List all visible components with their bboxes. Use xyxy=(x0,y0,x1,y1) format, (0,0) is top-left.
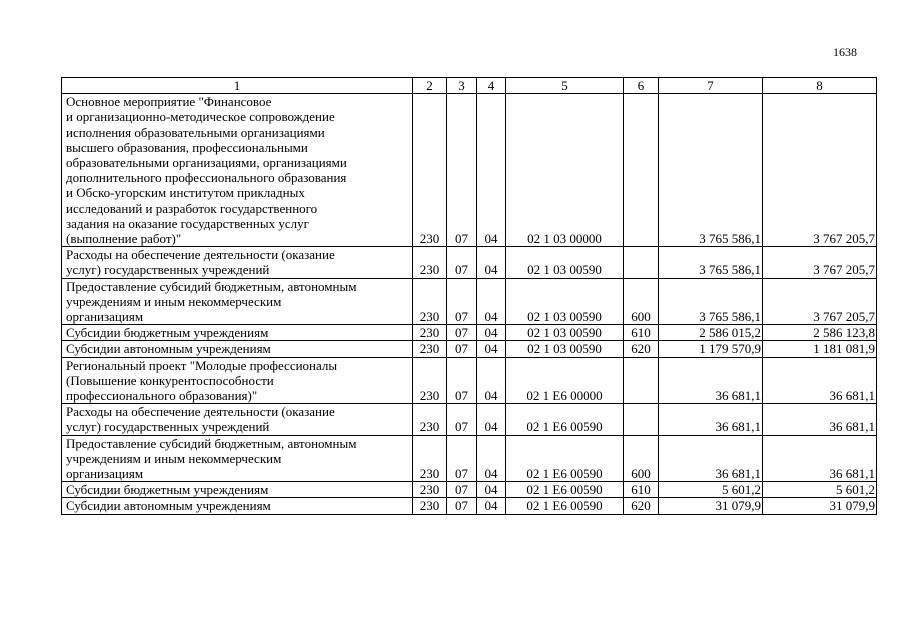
expense-type-cell: 600 xyxy=(624,435,659,482)
subsection-code-cell: 04 xyxy=(477,278,506,325)
item-name-cell: Основное мероприятие "Финансовое и организационно-методическое сопровождение исполнения образовательными организациями высшего образования, профессиональными образовательными организациями, организациями дополнительного профессионального образования и Обско-угорским институтом прикладных исследований и разработок государственного задания на оказание государственных услуг (выполнение работ)" xyxy=(62,94,413,247)
amount-year2-cell: 36 681,1 xyxy=(763,435,877,482)
expense-type-cell: 600 xyxy=(624,278,659,325)
amount-year2-cell: 3 767 205,7 xyxy=(763,278,877,325)
item-name-cell: Расходы на обеспечение деятельности (оказание услуг) государственных учреждений xyxy=(62,247,413,278)
section-code-cell: 07 xyxy=(447,404,477,435)
amount-year2-cell: 3 767 205,7 xyxy=(763,247,877,278)
subsection-code-cell: 04 xyxy=(477,247,506,278)
admin-code-cell: 230 xyxy=(413,325,447,341)
table-row xyxy=(62,341,877,357)
admin-code-cell: 230 xyxy=(413,341,447,357)
admin-code-cell: 230 xyxy=(413,94,447,247)
amount-year1-cell: 3 765 586,1 xyxy=(659,278,763,325)
amount-year2-cell: 36 681,1 xyxy=(763,357,877,404)
admin-code-cell: 230 xyxy=(413,435,447,482)
amount-year1-cell: 1 179 570,9 xyxy=(659,341,763,357)
item-name-cell: Предоставление субсидий бюджетным, автономным учреждениям и иным некоммерческим организациям xyxy=(62,435,413,482)
header-cell: 8 xyxy=(763,78,877,94)
amount-year1-cell: 36 681,1 xyxy=(659,357,763,404)
header-cell: 4 xyxy=(477,78,506,94)
table-row xyxy=(62,94,877,247)
target-article-cell: 02 1 03 00000 xyxy=(506,94,624,247)
amount-year2-cell: 3 767 205,7 xyxy=(763,94,877,247)
subsection-code-cell: 04 xyxy=(477,325,506,341)
amount-year1-cell: 36 681,1 xyxy=(659,404,763,435)
amount-year2-cell: 5 601,2 xyxy=(763,482,877,498)
header-cell: 2 xyxy=(413,78,447,94)
header-row xyxy=(62,78,877,94)
expense-type-cell: 610 xyxy=(624,482,659,498)
amount-year1-cell: 31 079,9 xyxy=(659,498,763,514)
subsection-code-cell: 04 xyxy=(477,341,506,357)
header-cell: 6 xyxy=(624,78,659,94)
header-cell: 7 xyxy=(659,78,763,94)
header-cell: 3 xyxy=(447,78,477,94)
amount-year1-cell: 3 765 586,1 xyxy=(659,94,763,247)
header-cell: 5 xyxy=(506,78,624,94)
amount-year1-cell: 5 601,2 xyxy=(659,482,763,498)
header-cell: 1 xyxy=(62,78,413,94)
expense-type-cell: 620 xyxy=(624,498,659,514)
target-article-cell: 02 1 E6 00590 xyxy=(506,482,624,498)
target-article-cell: 02 1 E6 00590 xyxy=(506,435,624,482)
admin-code-cell: 230 xyxy=(413,357,447,404)
item-name-cell: Предоставление субсидий бюджетным, автономным учреждениям и иным некоммерческим организациям xyxy=(62,278,413,325)
amount-year1-cell: 2 586 015,2 xyxy=(659,325,763,341)
amount-year2-cell: 1 181 081,9 xyxy=(763,341,877,357)
budget-table xyxy=(61,77,877,515)
table-row xyxy=(62,278,877,325)
subsection-code-cell: 04 xyxy=(477,357,506,404)
expense-type-cell: 610 xyxy=(624,325,659,341)
amount-year1-cell: 3 765 586,1 xyxy=(659,247,763,278)
admin-code-cell: 230 xyxy=(413,247,447,278)
expense-type-cell xyxy=(624,404,659,435)
target-article-cell: 02 1 03 00590 xyxy=(506,325,624,341)
admin-code-cell: 230 xyxy=(413,498,447,514)
table-row xyxy=(62,325,877,341)
table-row xyxy=(62,404,877,435)
section-code-cell: 07 xyxy=(447,247,477,278)
admin-code-cell: 230 xyxy=(413,482,447,498)
table-body xyxy=(62,94,877,514)
section-code-cell: 07 xyxy=(447,341,477,357)
target-article-cell: 02 1 03 00590 xyxy=(506,247,624,278)
table-row xyxy=(62,247,877,278)
section-code-cell: 07 xyxy=(447,435,477,482)
item-name-cell: Субсидии бюджетным учреждениям xyxy=(62,482,413,498)
expense-type-cell: 620 xyxy=(624,341,659,357)
subsection-code-cell: 04 xyxy=(477,435,506,482)
item-name-cell: Региональный проект "Молодые профессионалы (Повышение конкурентоспособности профессионального образования)" xyxy=(62,357,413,404)
admin-code-cell: 230 xyxy=(413,404,447,435)
target-article-cell: 02 1 E6 00590 xyxy=(506,404,624,435)
section-code-cell: 07 xyxy=(447,94,477,247)
amount-year2-cell: 36 681,1 xyxy=(763,404,877,435)
target-article-cell: 02 1 03 00590 xyxy=(506,341,624,357)
expense-type-cell xyxy=(624,94,659,247)
expense-type-cell xyxy=(624,357,659,404)
item-name-cell: Субсидии автономным учреждениям xyxy=(62,498,413,514)
section-code-cell: 07 xyxy=(447,325,477,341)
item-name-cell: Субсидии бюджетным учреждениям xyxy=(62,325,413,341)
subsection-code-cell: 04 xyxy=(477,498,506,514)
subsection-code-cell: 04 xyxy=(477,482,506,498)
amount-year2-cell: 2 586 123,8 xyxy=(763,325,877,341)
page-number: 1638 xyxy=(833,45,857,59)
target-article-cell: 02 1 03 00590 xyxy=(506,278,624,325)
table-row xyxy=(62,357,877,404)
section-code-cell: 07 xyxy=(447,278,477,325)
section-code-cell: 07 xyxy=(447,482,477,498)
table-row xyxy=(62,498,877,514)
item-name-cell: Расходы на обеспечение деятельности (оказание услуг) государственных учреждений xyxy=(62,404,413,435)
section-code-cell: 07 xyxy=(447,498,477,514)
target-article-cell: 02 1 E6 00590 xyxy=(506,498,624,514)
admin-code-cell: 230 xyxy=(413,278,447,325)
amount-year2-cell: 31 079,9 xyxy=(763,498,877,514)
expense-type-cell xyxy=(624,247,659,278)
table-row xyxy=(62,482,877,498)
target-article-cell: 02 1 E6 00000 xyxy=(506,357,624,404)
table-row xyxy=(62,435,877,482)
amount-year1-cell: 36 681,1 xyxy=(659,435,763,482)
subsection-code-cell: 04 xyxy=(477,404,506,435)
item-name-cell: Субсидии автономным учреждениям xyxy=(62,341,413,357)
subsection-code-cell: 04 xyxy=(477,94,506,247)
section-code-cell: 07 xyxy=(447,357,477,404)
